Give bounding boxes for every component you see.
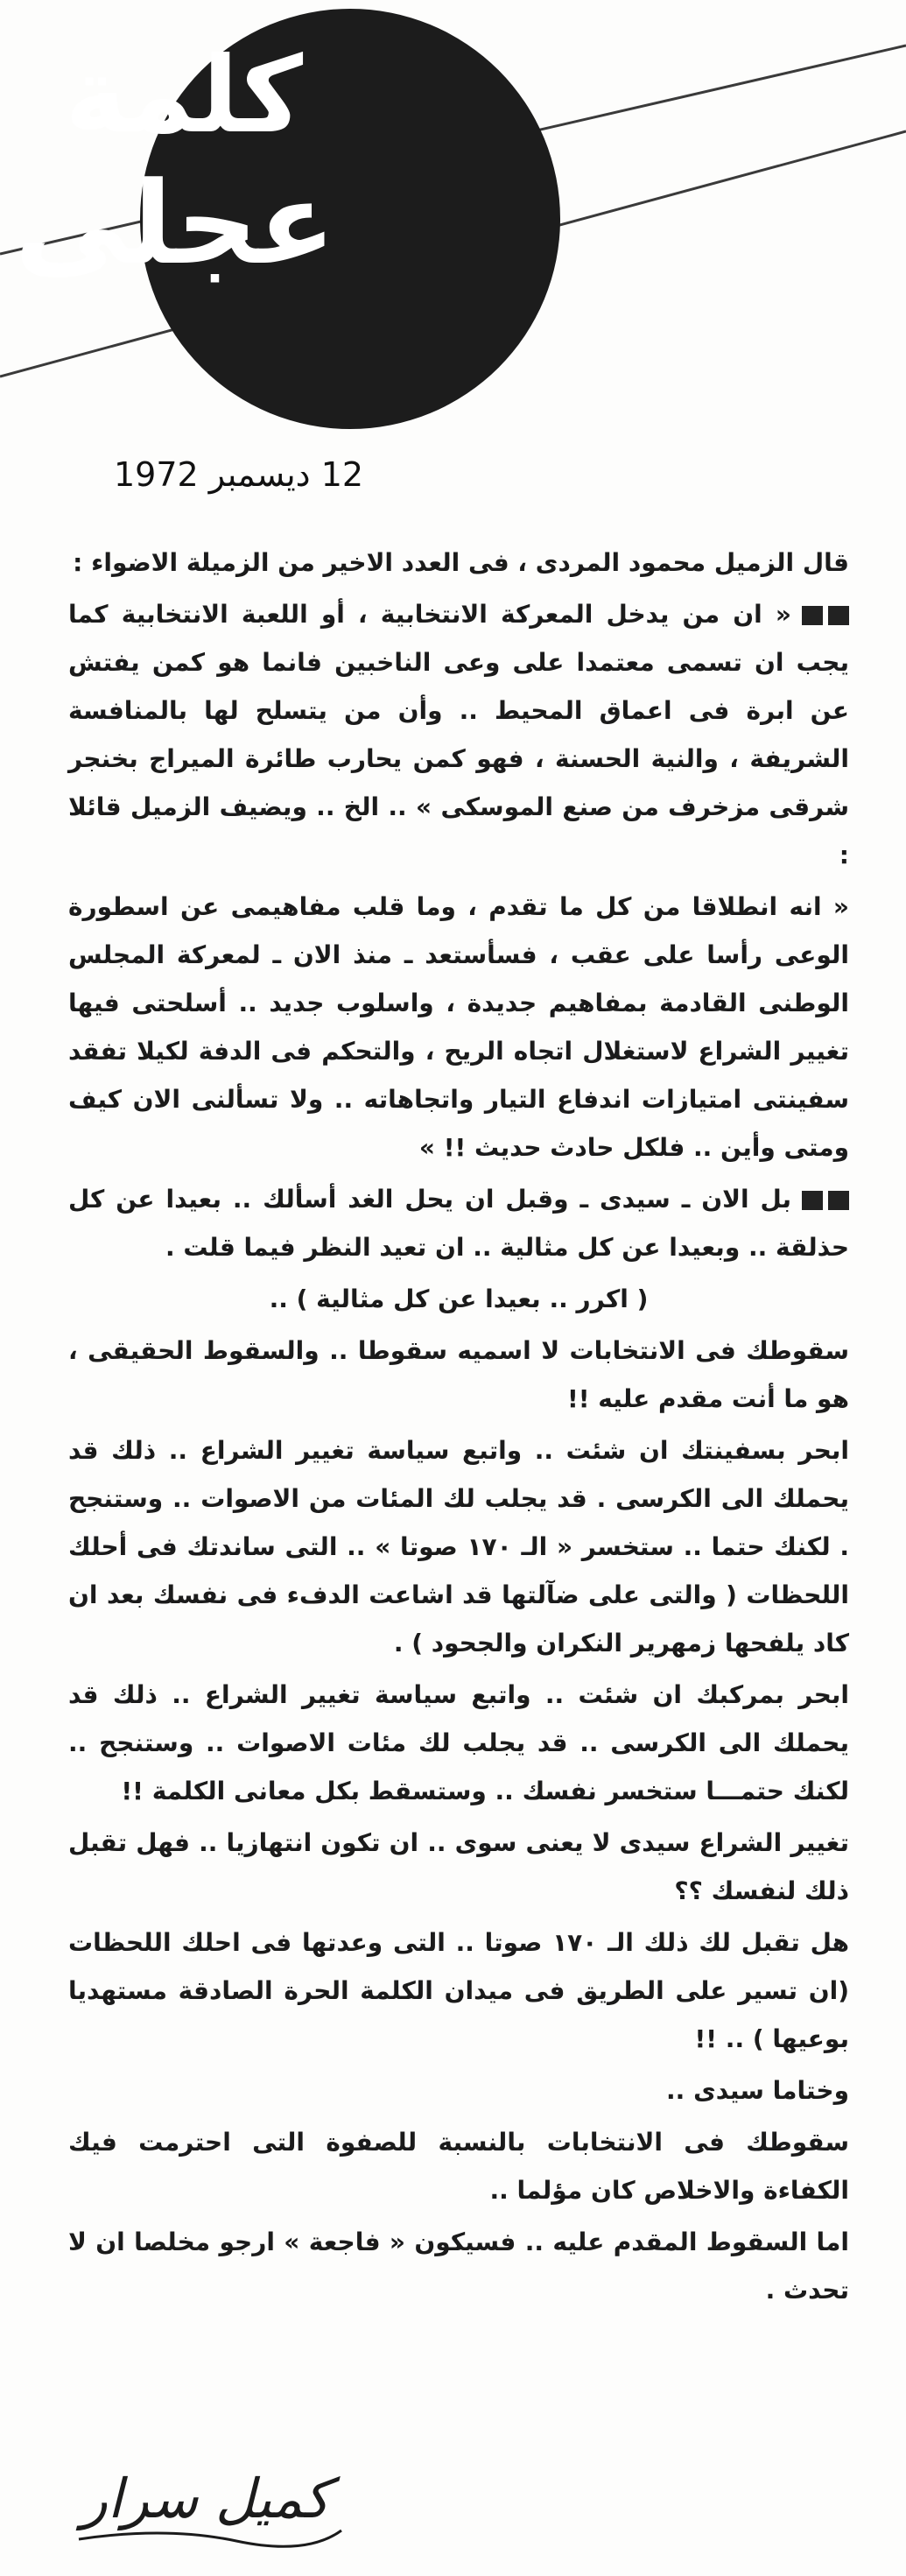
paragraph: [68, 590, 849, 879]
paragraph: تغيير الشراع سيدى لا يعنى سوى .. ان تكون انتهازيا .. فهل تقبل ذلك لنفسك ؟؟: [68, 1828, 849, 1905]
calligraphic-logo: [0, 0, 368, 333]
paragraph: ابحر بمركبك ان شئت .. واتبع سياسة تغيير الشراع .. ذلك قد يحملك الى الكرسى .. قد يجلب لك مئات الاصوات .. وستنجح .. لكنك حتمـــا ستخسر نفسك .. وستسقط بكل معانى الكلمة !!: [68, 1680, 849, 1805]
paragraph: قال الزميل محمود المردى ، فى العدد الاخير من الزميلة الاضواء :: [73, 548, 849, 577]
paragraph: وختاما سيدى ..: [666, 2076, 849, 2105]
paragraph: سقوطك فى الانتخابات لا اسميه سقوطا .. والسقوط الحقيقى ، هو ما أنت مقدم عليه !!: [68, 1336, 849, 1413]
paragraph: هل تقبل لك ذلك الـ ١٧٠ صوتا .. التى وعدتها فى احلك اللحظات (ان تسير على الطريق فى ميدان الكلمة الحرة الصادقة مستهديا بوعيها ) .. !!: [68, 1928, 849, 2053]
paragraph: اما السقوط المقدم عليه .. فسيكون « فاجعة » ارجو مخلصا ان لا تحدث .: [68, 2228, 849, 2305]
paragraph: ابحر بسفينتك ان شئت .. واتبع سياسة تغيير الشراع .. ذلك قد يحملك الى الكرسى . قد يجلب لك المئات من الاصوات .. وستنجح . لكنك حتما .. ستخسر « الـ ١٧٠ صوتا » .. التى ساندتك فى أحلك اللحظات ( والتى على ضآلتها قد اشاعت الدفء فى نفسك بعد ان كاد يلفحها زمهرير النكران والجحود ) .: [68, 1436, 849, 1658]
article-body: [68, 538, 849, 2318]
author-signature: [61, 2443, 350, 2557]
paragraph: ( اكرر .. بعيدا عن كل مثالية ) ..: [269, 1284, 649, 1313]
paragraph-text: بل الان ـ سيدى ـ وقبل ان يحل الغد أسألك .. بعيدا عن كل حذلقة .. وبعيدا عن كل مثالية .. ان تعيد النظر فيما قلت .: [68, 1185, 849, 1262]
paragraph: « انه انطلاقا من كل ما تقدم ، وما قلب مفاهيمى عن اسطورة الوعى رأسا على عقب ، فسأستعد ـ منذ الان ـ لمعركة المجلس الوطنى القادمة بمفاهيم جديدة ، واسلوب جديد .. أسلحتى فيها تغيير الشراع لاستغلال اتجاه الريح ، والتحكم فى الدفة لكيلا تفقد سفينتى امتيازات اندفاع التيار واتجاهاته .. ولا تسألنى الان كيف ومتى وأين .. فلكل حادث حديث !! »: [68, 892, 849, 1162]
paragraph-marker-icon: [800, 606, 849, 625]
dateline: 12 ديسمبر 1972: [114, 455, 364, 494]
column-masthead: [0, 0, 906, 447]
paragraph-text: « ان من يدخل المعركة الانتخابية ، أو اللعبة الانتخابية كما يجب ان تسمى معتمدا على وعى الناخبين فانما هو كمن يفتش عن ابرة فى اعماق المحيط .. وأن من يتسلح لها بالمنافسة الشريفة ، والنية الحسنة ، فهو كمن يحارب طائرة الميراج بخنجر شرقى مزخرف من صنع الموسكى » .. الخ .. ويضيف الزميل قائلا :: [68, 600, 849, 869]
paragraph-marker-icon: [800, 1191, 849, 1210]
paragraph: سقوطك فى الانتخابات بالنسبة للصفوة التى احترمت فيك الكفاءة والاخلاص كان مؤلما ..: [68, 2128, 849, 2205]
logo-line-2: عجلى: [14, 157, 336, 290]
signature-text: كميل سرار: [81, 2467, 331, 2530]
paragraph: [68, 1175, 849, 1271]
signature-underline: [79, 2530, 341, 2546]
logo-line-1: كلمة: [65, 35, 303, 157]
